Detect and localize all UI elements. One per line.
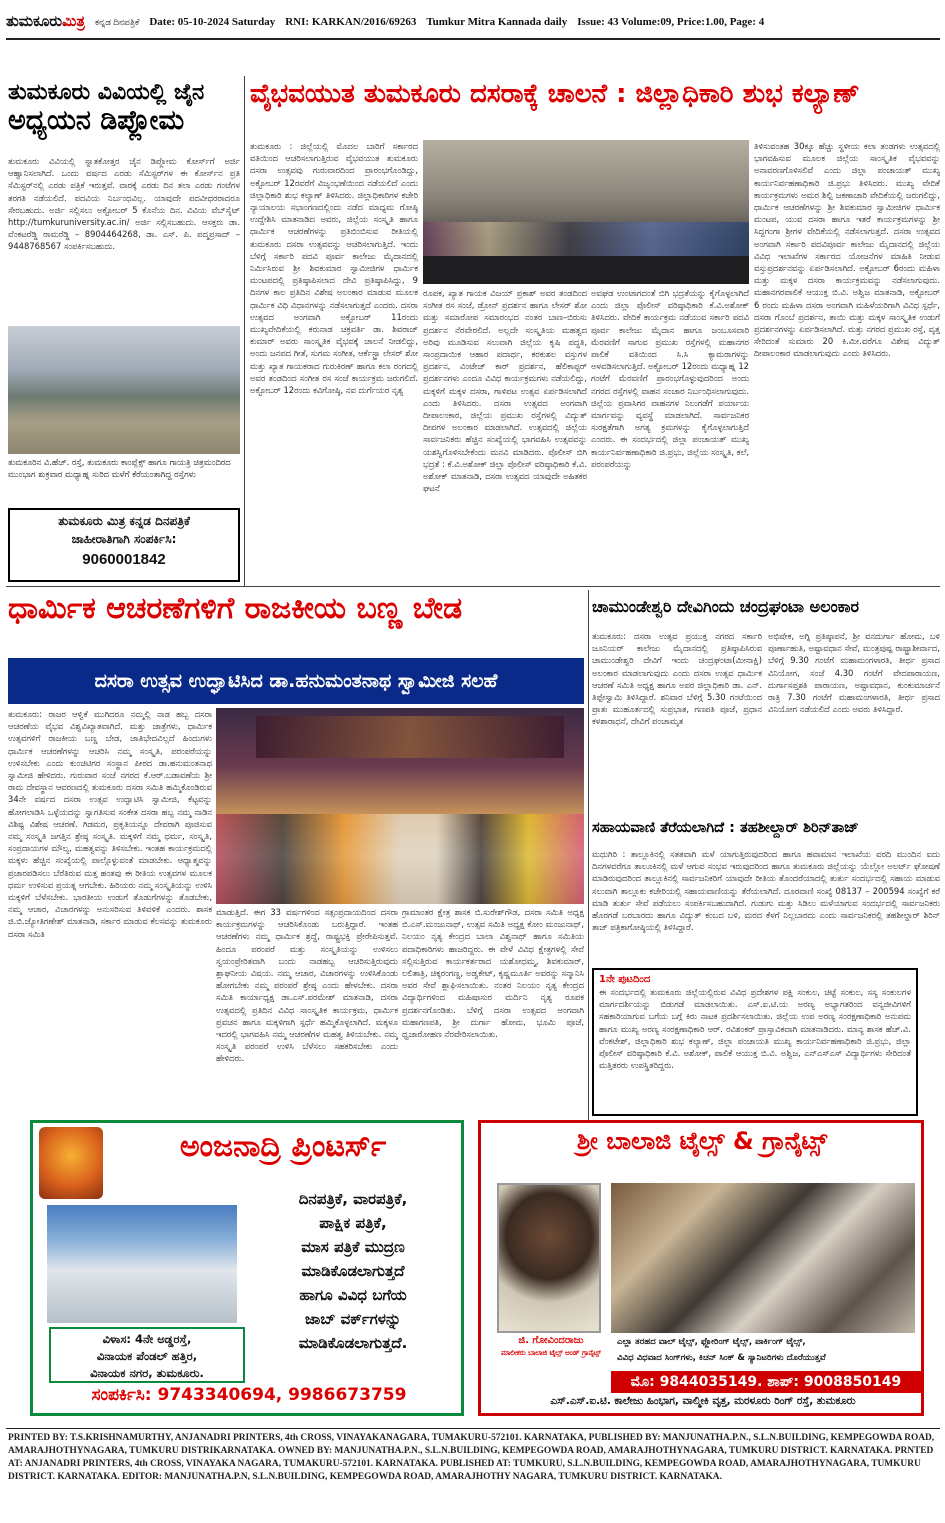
paper-name: Tumkur Mitra Kannada daily bbox=[426, 16, 568, 28]
ad-contact-line2: ಜಾಹೀರಾತಿಗಾಗಿ ಸಂಪರ್ಕಿಸಿ: bbox=[71, 532, 177, 546]
footer-rule bbox=[6, 1428, 940, 1429]
address-line: ವಿನಾಯಕ ಪೆಂಡಲ್ ಹತ್ತಿರ, bbox=[96, 1349, 198, 1363]
masthead bbox=[6, 6, 940, 40]
story3-headline: ಧಾರ್ಮಿಕ ಆಚರಣೆಗಳಿಗೆ ರಾಜಕೀಯ ಬಣ್ಣ ಬೇಡ bbox=[8, 592, 463, 626]
service-line: ದಿನಪತ್ರಿಕೆ, ವಾರಪತ್ರಿಕೆ, bbox=[298, 1190, 408, 1208]
service-line: ಮಾಡಿಕೊಡಲಾಗುತ್ತದೆ bbox=[301, 1262, 405, 1280]
story2-col4: ತಿಳಿಸುವಂತಹ 30ಕ್ಕೂ ಹೆಚ್ಚು ಸ್ಥಳೀಯ ಕಲಾ ತಂಡಗಳು ಉತ್ಸವದಲ್ಲಿ ಭಾಗವಹಿಸುವ ಮೂಲಕ ಜಿಲ್ಲೆಯ ಸಾಂಸ್ಕೃತಿಕ ವೈಭವವನ್ನು ಅನಾವರಣಗೊಳಿಸಲಿವೆ ಎಂದು ಜಿಲ್ಲಾ ಪಂಚಾಯತ್ ಮುಖ್ಯ ಕಾರ್ಯನಿರ್ವಹಣಾಧಿಕಾರಿ ಜಿ.ಪ್ರಭು ತಿಳಿಸಿದರು. ಮುಖ್ಯ ವೇದಿಕೆ ಕಾರ್ಯಕ್ರಮಗಳು ಅಮರ ಶಿಲ್ಪಿ ಜಕಣಾಚಾರಿ ವೇದಿಕೆಯಲ್ಲಿ ಜರುಗಲಿದ್ದು, ಧಾರ್ಮಿಕ ಆಚರಣೆಗಳನ್ನು ಶ್ರೀ ಶಿವಕುಮಾರ ಸ್ವಾಮೀಜಿಗಳ ಧಾರ್ಮಿಕ ಮಂಟಪ, ಯುವ ದಸರಾ ಹಾಗೂ ಇತರೆ ಕಾರ್ಯಕ್ರಮಗಳನ್ನು ಶ್ರೀ ಸಿದ್ದಗಂಗಾ ಶ್ರೀಗಳ ವೇದಿಕೆಯಲ್ಲಿ ನಡೆಸಲಾಗುತ್ತದೆ. ದಸರಾ ಉತ್ಸವದ ಅಂಗವಾಗಿ ಸರ್ಕಾರಿ ಪದವಿಪೂರ್ವ ಕಾಲೇಜು ಮೈದಾನದಲ್ಲಿ ಜಿಲ್ಲೆಯ ವಿವಿಧ ಇಲಾಖೆಗಳ ಸರ್ಕಾರದ ಯೋಜನೆಗಳ ಮಾಹಿತಿ ನೀಡುವ ವಸ್ತುಪ್ರದರ್ಶನವನ್ನು ಏರ್ಪಡಿಸಲಾಗಿದೆ. ಅಕ್ಟೋಬರ್ 6ರಂದು ಮಹಿಳಾ ಮತ್ತು ಮಕ್ಕಳ ದಸರಾ ಕಾರ್ಯಕ್ರಮವನ್ನು ನಡೆಸಲಾಗುವುದು. ಮಹಾನಗರಪಾಲಿಕೆ ಆಯುಕ್ತ ಬಿ.ವಿ. ಅಶ್ವಿಜ ಮಾತನಾಡಿ, ಅಕ್ಟೋಬರ್ 6 ರಂದು ಮಹಿಳಾ ದಸರಾ ಅಂಗವಾಗಿ ಮಹಿಳೆಯರಿಗಾಗಿ ವಿವಿಧ ಸ್ಪರ್ಧೆ, ದಸರಾ ಗೊಂಬೆ ಪ್ರದರ್ಶನ, ತಾಯಿ ಮತ್ತು ಮಕ್ಕಳ ಸಾಂಸ್ಕೃತಿಕ ಉಡುಗೆ ಪ್ರದರ್ಶನಗಳನ್ನು ಏರ್ಪಡಿಸಲಾಗಿದೆ. ಮತ್ತು ನಗರದ ಪ್ರಮುಖ ರಸ್ತೆ, ವೃತ್ತ ಸೇರಿದಂತೆ ಸುಮಾರು 20 ಕಿ.ಮೀ.ವರೆಗೂ ವಿಶೇಷ ವಿದ್ಯುತ್ ದೀಪಾಲಂಕಾರ ಮಾಡಲಾಗುವುದು ಎಂದು ತಿಳಿಸಿದರು. bbox=[754, 141, 940, 359]
story3-col-mid: ಮಾಡುತ್ತಿದೆ. ಈಗ 33 ವರ್ಷಗಳಿಂದ ಸತ್ಸಂಪ್ರದಾಯದಿಂದ ದಸರಾ ಕಾರ್ಯಕ್ರಮಗಳನ್ನು ಆಚರಿಸಿಕೊಂಡು ಬರುತ್ತಿದ್ದಾರೆ. ಇಂತಹ ಆಚರಣೆಗಳು ನಮ್ಮ ಧಾರ್ಮಿಕ ಶ್ರದ್ಧೆ, ರಾಷ್ಟ್ರಭಕ್ತಿ ಪ್ರೇರೇಪಿಸುತ್ತವೆ. ಹಿಂದೂ ಪರಂಪರೆ ಮತ್ತು ಸಂಸ್ಕೃತಿಯನ್ನು ಉಳಿಸಲು ಸ್ವಯಂಪ್ರೇರಿತವಾಗಿ ಬಂದು ನಾಡಹಬ್ಬ ಆಚರಿಸುತ್ತಿರುವುದು ಶ್ಲಾಘನೀಯ ವಿಷಯ. ನಮ್ಮ ಆಚಾರ, ವಿಚಾರಗಳನ್ನು ಉಳಿಸಿಕೊಂಡು ಹೋಗಬೇಕು ನಮ್ಮ ಪರಂಪರೆ ಶ್ರೇಷ್ಠ ಎಂದು ಹೇಳಬೇಕು. ದಸರಾ ಸಮಿತಿ ಕಾರ್ಯಾಧ್ಯಕ್ಷ ಡಾ.ಎಸ್.ಪರಮೇಶ್ ಮಾತನಾಡಿ, ದಸರಾ ಉತ್ಸವದಲ್ಲಿ ಪ್ರತಿದಿನ ವಿವಿಧ ಸಾಂಸ್ಕೃತಿಕ ಕಾರ್ಯಕ್ರಮ, ಧಾರ್ಮಿಕ ಪ್ರವಚನ ಹಾಗೂ ಮಕ್ಕಳಿಗಾಗಿ ಸ್ಪರ್ಧೆ ಹಮ್ಮಿಕೊಳ್ಳಲಾಗಿದೆ. ಮಕ್ಕಳೂ ಇದರಲ್ಲಿ ಭಾಗವಹಿಸಿ ನಮ್ಮ ಆಚರಣೆಗಳ ಮಹತ್ವ ತಿಳಿಯಬೇಕು. ನಮ್ಮ ಸಂಸ್ಕೃತಿ ಪರಂಪರೆ ಉಳಿಸಿ ಬೆಳೆಸಲು ಸಹಕರಿಸಬೇಕು ಎಂದು ಹೇಳಿದರು. bbox=[216, 907, 398, 1064]
ad-printers-title: ಅಂಜನಾದ್ರಿ ಪ್ರಿಂಟರ್ಸ್ bbox=[179, 1129, 387, 1164]
hanuman-image bbox=[39, 1127, 103, 1199]
press-meet-photo bbox=[423, 140, 749, 284]
service-line: ಹಾಗೂ ವಿವಿಧ ಬಗೆಯ bbox=[299, 1286, 407, 1304]
story3-col-left: ತುಮಕೂರು: ರಾಜರ ಆಳ್ವಿಕೆ ಮುಗಿದರೂ ನಮ್ಮಲ್ಲಿ ನಾಡ ಹಬ್ಬ ದಸರಾ ಆಚರಣೆಯ ವೈಭವ ವಿಶ್ವವಿಖ್ಯಾತವಾಗಿದೆ. ಮತ್ತು ಜಾತ್ರೆಗಳು, ಧಾರ್ಮಿಕ ಉತ್ಸವಗಳಿಗೆ ರಾಜಕೀಯ ಬಣ್ಣ ಬೇಡ, ಜಾತಿಭೇದವಿಲ್ಲದೆ ಹಿಂದುಗಳು ಧಾರ್ಮಿಕ ಆಚರಣೆಗಳನ್ನು ಆಚರಿಸಿ ನಮ್ಮ ಸಂಸ್ಕೃತಿ, ಪರಂಪರೆಯನ್ನು ಉಳಿಸಬೇಕು ಎಂದು ಕುಂಚಿಟಿಗರ ಸಂಸ್ಥಾನ ಪೀಠದ ಡಾ.ಹನುಮಂತನಾಥ ಸ್ವಾಮೀಜಿ ಹೇಳಿದರು. ಗುರುವಾರ ಸಂಜೆ ನಗರದ ಕೆ.ಆರ್.ಬಡಾವಣೆಯ ಶ್ರೀ ರಾಮ ದೇವಸ್ಥಾನ ಆವರಣದಲ್ಲಿ ತುಮಕೂರು ದಸರಾ ಸಮಿತಿ ಹಮ್ಮಿಕೊಂಡಿರುವ 34ನೇ ವರ್ಷದ ದಸರಾ ಉತ್ಸವ ಉದ್ಘಾಟಿಸಿ ಸ್ವಾಮೀಜಿ, ಕೆಟ್ಟವನ್ನು ಹೋಗಲಾಡಿಸಿ ಒಳ್ಳೆಯದನ್ನು ಸ್ವಾಗತಿಸುವ ಸಂಕೇತ ದಸರಾ ಹಬ್ಬ ನಮ್ಮ ನಾಡಿನ ವಿಶಿಷ್ಟ ವಿಶೇಷ ಆಚರಣೆ. ಗಿಡಮರ, ಪ್ರಕೃತಿಯನ್ನೂ ದೇವರಾಗಿ ಪೂಜಿಸುವ ನಮ್ಮ ಸಂಸ್ಕೃತಿ ಜಗತ್ತಿನ ಶ್ರೇಷ್ಠ ಸಂಸ್ಕೃತಿ. ಮಕ್ಕಳಿಗೆ ನಮ್ಮ ಧರ್ಮ, ಸಂಸ್ಕೃತಿ, ಸಂಪ್ರದಾಯಗಳ ಮೌಲ್ಯ, ಮಹತ್ವವನ್ನು ತಿಳಿಸಬೇಕು. ಇಂತಹ ಕಾರ್ಯಕ್ರಮದಲ್ಲಿ ಮಕ್ಕಳು ಹೆಚ್ಚಿನ ಸಂಖ್ಯೆಯಲ್ಲಿ ಪಾಲ್ಗೊಳ್ಳುವಂತೆ ಮಾಡಬೇಕು. ಆಧ್ಯಾತ್ಮವನ್ನು ಪ್ರಚಾರಪಡಿಸಲು ಬೆರೆತಿರುವ ಮತ್ತ ಹಂತವು ಈ ರೀತಿಯ ಉತ್ಸವಗಳ ಮೂಲಕ ಧರ್ಮ ಉಳಿಸುವ ಪ್ರಯತ್ನ ಆಗಬೇಕು. ಹಿರಿಯರು ನಮ್ಮ ಸಂಸ್ಕೃತಿಯನ್ನು ಉಳಿಸಿ ಮಕ್ಕಳಿಗೆ ಬೆಳೆಸಬೇಕು. ಭಾರತೀಯ ಉಡುಗೆ ತೊಡುಗೆಗಳನ್ನು ತೊಡಬೇಕು, ನಮ್ಮ ಆಚಾರ, ವಿಚಾರಗಳನ್ನು ಅನುಸರಿಸುವ ತಿಳಿವಳಿಕೆ ಎಂದರು. ಶಾಸಕ ಜಿ.ಬಿ.ಜ್ಯೋತಿಗಣೇಶ್ ಮಾತನಾಡಿ, ಸರ್ಕಾರ ಮಾಡುವ ಕೆಲಸವನ್ನು ತುಮಕೂರು ದಸರಾ ಸಮಿತಿ bbox=[8, 709, 212, 939]
story2-col3: ಅವಘಡ ಉಂಟಾಗದಂತೆ ಬಿಗಿ ಭದ್ರತೆಯನ್ನು ಕೈಗೊಳ್ಳಲಾಗಿದೆ ಎಂದು ಜಿಲ್ಲಾ ಪೊಲೀಸ್ ವರಿಷ್ಠಾಧಿಕಾರಿ ಕೆ.ವಿ.ಅಶೋಕ್ ತಿಳಿಸಿದರು. ವೇದಿಕೆ ಕಾರ್ಯಕ್ರಮ ನಡೆಯುವ ಸರ್ಕಾರಿ ಪದವಿ ಪೂರ್ವ ಕಾಲೇಜು ಮೈದಾನ ಹಾಗೂ ಜಂಬೂಸವಾರಿ ಮೆರವಣಿಗೆ ಸಾಗುವ ಪ್ರಮುಖ ರಸ್ತೆಗಳಲ್ಲಿ ಮಹಾನಗರ ಪಾಲಿಕೆ ವತಿಯಿಂದ ಸಿ.ಸಿ ಕ್ಯಾಮರಾಗಳನ್ನು ಅಳವಡಿಸಲಾಗುತ್ತಿದೆ. ಅಕ್ಟೋಬರ್ 12ರಂದು ಮಧ್ಯಾಹ್ನ 12 ಗಂಟೆಗೆ ಮೆರವಣಿಗೆ ಪ್ರಾರಂಭಗೊಳ್ಳುವುದರಿಂದ ಅಂದು ನಗರದ ರಸ್ತೆಗಳಲ್ಲಿ ವಾಹನ ಸಂಚಾರ ನಿರ್ಬಂಧಿಸಲಾಗುವುದು. ಜಿಲ್ಲೆಯ ಪ್ರವಾಸಿಗರ ವಾಹನಗಳ ನಿಲುಗಡೆಗೆ ಪರ್ಯಾಯ ಮಾರ್ಗವನ್ನು ವ್ಯವಸ್ಥೆ ಮಾಡಲಾಗಿದೆ. ಸಾರ್ವಜನಿಕರ ಸುರಕ್ಷತೆಗಾಗಿ ಅಗತ್ಯ ಕ್ರಮಗಳನ್ನು ಕೈಗೊಳ್ಳಲಾಗುತ್ತಿದೆ ಎಂದರು. ಈ ಸಂದರ್ಭದಲ್ಲಿ ಜಿಲ್ಲಾ ಪಂಚಾಯತ್ ಮುಖ್ಯ ಕಾರ್ಯನಿರ್ವಹಣಾಧಿಕಾರಿ ಜಿ.ಪ್ರಭು, ಜಿಲ್ಲೆಯ ಸಂಸ್ಕೃತಿ, ಕಲೆ, ಪರಂಪರೆಯನ್ನು bbox=[591, 288, 749, 469]
stage-crowd bbox=[216, 814, 584, 904]
story2-col1: ತುಮಕೂರು : ಜಿಲ್ಲೆಯಲ್ಲಿ ಮೊದಲ ಬಾರಿಗೆ ಸರ್ಕಾರದ ವತಿಯಿಂದ ಆಚರಿಸಲಾಗುತ್ತಿರುವ ವೈಭವಯುತ ತುಮಕೂರು ದಸರಾ ಉತ್ಸವವು ಗುರುವಾರದಿಂದ ಪ್ರಾರಂಭಗೊಂಡಿದ್ದು, ಅಕ್ಟೋಬರ್ 12ರವರೆಗೆ ವಿಜೃಂಭಣೆಯಿಂದ ನಡೆಯಲಿದೆ ಎಂದು ಜಿಲ್ಲಾಧಿಕಾರಿ ಶುಭ ಕಲ್ಯಾಣ್ ತಿಳಿಸಿದರು. ಜಿಲ್ಲಾಧಿಕಾರಿಗಳ ಕಚೇರಿ ನ್ಯಾಯಾಲಯ ಸಭಾಂಗಣದಲ್ಲಿಂದು ನಡೆದ ಮಾಧ್ಯಮ ಗೋಷ್ಠಿ ಉದ್ದೇಶಿಸಿ ಮಾತನಾಡಿದ ಅವರು, ಜಿಲ್ಲೆಯ ಸಂಸ್ಕೃತಿ ಹಾಗೂ ಧಾರ್ಮಿಕ ಆಚರಣೆಗಳನ್ನು ಪ್ರತಿಬಿಂಬಿಸುವ ರೀತಿಯಲ್ಲಿ ತುಮಕೂರು ದಸರಾ ಉತ್ಸವವನ್ನು ಆಚರಿಸಲಾಗುತ್ತಿದೆ. ಇಂದು ಬೆಳಿಗ್ಗೆ ಸರ್ಕಾರಿ ಪದವಿ ಪೂರ್ವ ಕಾಲೇಜು ಮೈದಾನದಲ್ಲಿ ನಿರ್ಮಿಸಿರುವ ಶ್ರೀ ಶಿವಕುಮಾರ ಸ್ವಾಮೀಜಿಗಳ ಧಾರ್ಮಿಕ ಮಂಟಪದಲ್ಲಿ ಪ್ರತಿಷ್ಠಾಪಿಸಲಾದ ದೇವಿ ಪ್ರತಿಷ್ಠಾಪಿಸಿದ್ದು, 9 ದಿನಗಳ ಕಾಲ ಪ್ರತಿದಿನ ವಿಶೇಷ ಅಲಂಕಾರ ಮಾಡುವ ಮೂಲಕ ಧಾರ್ಮಿಕ ವಿಧಿ ವಿಧಾನಗಳನ್ನು ನಡೆಸಲಾಗುತ್ತದೆ ಎಂದರು. ದಸರಾ ಉತ್ಸವದ ಅಂಗವಾಗಿ ಅಕ್ಟೋಬರ್ 11ರಂದು ಮುಖ್ಯವೇದಿಕೆಯಲ್ಲಿ ಕರುನಾಡ ಚಕ್ರವರ್ತಿ ಡಾ. ಶಿವರಾಜ್ ಕುಮಾರ್ ಅವರು ಸಾಂಸ್ಕೃತಿಕ ವೈಭವಕ್ಕೆ ಚಾಲನೆ ನೀಡಲಿದ್ದು, ಅಂದು ಜನಪದ ಗೀತೆ, ಸುಗಮ ಸಂಗೀತ, ಆರ್ಕೆಸ್ಟ್ರಾ ಲೇಸರ್ ಶೋ ಮತ್ತು ಖ್ಯಾತ ಗಾಯಕರಾದ ಗುರುಕಿರಣ್ ಹಾಗೂ ಕಲಾ ರಂಗದಲ್ಲಿ ಅವರ ತಂಡದಿಂದ ಸಂಗೀತ ರಸ ಸಂಜೆ ಕಾರ್ಯಕ್ರಮ ಜರುಗಲಿದೆ. ಅಕ್ಟೋಬರ್ 12ರಂದು ಕವಿಗೋಷ್ಠಿ, ನವ ದುರ್ಗೆಯರ ನೃತ್ಯ bbox=[250, 141, 418, 396]
story3-subheadline: ದಸರಾ ಉತ್ಸವ ಉದ್ಘಾಟಿಸಿದ ಡಾ.ಹನುಮಂತನಾಥ ಸ್ವಾಮೀಜಿ ಸಲಹೆ bbox=[8, 658, 584, 704]
story2-col2: ರೂಪಕ, ಖ್ಯಾತ ಗಾಯಕ ವಿಜಯ್ ಪ್ರಕಾಶ್ ಅವರ ತಂಡದಿಂದ ಸಂಗೀತ ರಸ ಸಂಜೆ, ಡ್ರೋನ್ ಪ್ರದರ್ಶನ ಹಾಗೂ ಲೇಸರ್ ಶೋ ಮತ್ತು ಸಮಾರೋಪ ಸಮಾರಂಭದ ನಂತರ ಬಾಣ–ಬಿರುಸು ಪ್ರದರ್ಶನ ನೆರವೇರಲಿದೆ. ಅಲ್ಲದೇ ಸಂಸ್ಕೃತಿಯ ಮಹತ್ವದ ಅರಿವು ಮೂಡಿಸುವ ಸಲುವಾಗಿ ಜಿಲ್ಲೆಯ ಕೃಷಿ ಪದ್ಧತಿ, ಸಾಂಪ್ರದಾಯಿಕ ಆಹಾರ ಪದಾರ್ಥ, ಕರಕುಶಲ ವಸ್ತುಗಳ ಪ್ರದರ್ಶನ, ವಿಂಟೇಜ್ ಕಾರ್ ಪ್ರದರ್ಶನ, ಹೆಲಿಕಾಪ್ಟರ್ ಪ್ರದರ್ಶನಗಳು ಎಂದೂ ವಿವಿಧ ಕಾರ್ಯಕ್ರಮಗಳು ನಡೆಯಲಿದ್ದು, ಮಕ್ಕಳಿಗೆ ಮಕ್ಕಳ ದಸರಾ, ಗಾಳಿಪಟ ಉತ್ಸವ ಏರ್ಪಡಿಸಲಾಗಿದೆ ಎಂದು ತಿಳಿಸಿದರು. ದಸರಾ ಉತ್ಸವದ ಅಂಗವಾಗಿ ದೀಪಾಲಂಕಾರ, ಜಿಲ್ಲೆಯ ಪ್ರಮುಖ ರಸ್ತೆಗಳಲ್ಲಿ ವಿದ್ಯುತ್ ದೀಪಗಳ ಅಲಂಕಾರ ಮಾಡಲಾಗಿದೆ. ಉತ್ಸವದಲ್ಲಿ ಜಿಲ್ಲೆಯ ಸಾರ್ವಜನಿಕರು ಹೆಚ್ಚಿನ ಸಂಖ್ಯೆಯಲ್ಲಿ ಭಾಗವಹಿಸಿ ಉತ್ಸವವನ್ನು ಯಶಸ್ವಿಗೊಳಿಸಬೇಕೆಂದು ಮನವಿ ಮಾಡಿದರು. ಪೊಲೀಸ್ ಬಿಗಿ ಭದ್ರತೆ : ಕೆ.ವಿ.ಅಶೋಕ್ ಜಿಲ್ಲಾ ಪೊಲೀಸ್ ವರಿಷ್ಠಾಧಿಕಾರಿ ಕೆ.ವಿ. ಅಶೋಕ್ ಮಾತನಾಡಿ, ದಸರಾ ಉತ್ಸವದ ಯಾವುದೇ ಅಹಿತಕರ ಘಟನೆ bbox=[423, 288, 587, 494]
story3-col-right: ಗ್ರಾಮಾಂತರ ಕ್ಷೇತ್ರ ಶಾಸಕ ಬಿ.ಸುರೇಶ್‌ಗೌಡ, ದಸರಾ ಸಮಿತಿ ಅಧ್ಯಕ್ಷ ಬಿ.ಎಸ್.ಮಂಜುನಾಥ್, ಉತ್ಸವ ಸಮಿತಿ ಅಧ್ಯಕ್ಷ ಕೋಂ ಮಂಜುನಾಥ್, ನಿಲಯಂ ನೃತ್ಯ ಕೇಂದ್ರದ ಬಾಲಾ ವಿಶ್ವನಾಥ್ ಹಾಗೂ ಸಮಿತಿಯ ಪದಾಧಿಕಾರಿಗಳು ಹಾಜರಿದ್ದರು. ಈ ವೇಳೆ ವಿವಿಧ ಕ್ಷೇತ್ರಗಳಲ್ಲಿ ಸೇವೆ ಸಲ್ಲಿಸುತ್ತಿರುವ ಕಾರ್ಯಕರ್ತರಾದ ಯಶೋಧಮ್ಮ, ಶಿವಕುಮಾರ್, ಲಲಿತಾತ್ರಿ, ಚಿಕ್ಕರಂಗಣ್ಣ, ಅಡ್ವಕೇಟ್, ಕೃಷ್ಣಮೂರ್ತಿ ಅವರನ್ನು ಸನ್ಮಾನಿಸಿ ಅವರ ಸೇವೆ ಶ್ಲಾಘಿಸಲಾಯಿತು. ನಂತರ ನಿಲಯಂ ನೃತ್ಯ ಕೇಂದ್ರದ ವಿದ್ಯಾರ್ಥಿಗಳಿಂದ ಮಹಿಷಾಸುರ ಮರ್ದಿನಿ ನೃತ್ಯ ರೂಪಕ ಪ್ರದರ್ಶನಗೊಂಡಿತು. ಬೆಳಿಗ್ಗೆ ದಸರಾ ಉತ್ಸವದ ಅಂಗವಾಗಿ ಮಹಾಗಣಪತಿ, ಶ್ರೀ ದುರ್ಗಾ ಹೋಮ, ಭೂಮಿ ಪೂಜೆ, ಧ್ವಜಾರೋಹಣ ನೆರವೇರಿಸಲಾಯಿತು. bbox=[402, 907, 584, 1040]
masthead-subtitle: ಕನ್ನಡ ದಿನಪತ್ರಿಕೆ bbox=[94, 16, 140, 27]
tiles-showcase bbox=[611, 1183, 915, 1333]
ad-contact-line1: ತುಮಕೂರು ಮಿತ್ರ ಕನ್ನಡ ದಿನಪತ್ರಿಕೆ bbox=[58, 514, 190, 528]
issue-info: Issue: 43 Volume:09, Price:1.00, Page: 4 bbox=[577, 16, 765, 28]
ad-printers-address bbox=[49, 1327, 245, 1383]
owner-name: ಜಿ. ಗೋವಿಂದರಾಜು bbox=[518, 1335, 584, 1346]
story2-headline: ವೈಭವಯುತ ತುಮಕೂರು ದಸರಾಕ್ಕೆ ಚಾಲನೆ : ಜಿಲ್ಲಾಧಿಕಾರಿ ಶುಭ ಕಲ್ಯಾಣ್ bbox=[250, 80, 860, 109]
story5-headline: ಸಹಾಯವಾಣಿ ತೆರೆಯಲಾಗಿದೆ : ತಹಶೀಲ್ದಾರ್ ಶಿರಿನ್‌ತಾಜ್ bbox=[592, 820, 859, 836]
ad-printers-services bbox=[243, 1187, 463, 1357]
press-meet-people bbox=[423, 222, 749, 256]
story1-headline-line1: ತುಮಕೂರು ವಿವಿಯಲ್ಲಿ ಜೈನ bbox=[8, 80, 205, 105]
flood-photo bbox=[8, 326, 240, 454]
continued-kicker: 1ನೇ ಪುಟದಿಂದ bbox=[599, 974, 651, 985]
ad-printers-contact: ಸಂಪರ್ಕಿಸಿ: 9743340694, 9986673759 bbox=[91, 1385, 407, 1405]
service-line: ಪಾಕ್ಷಿಕ ಪತ್ರಿಕೆ, bbox=[319, 1214, 387, 1232]
address-line: ವಿನಾಯಕ ನಗರ, ತುಮಕೂರು. bbox=[90, 1366, 204, 1380]
column-rule bbox=[244, 76, 245, 586]
story4-headline: ಚಾಮುಂಡೇಶ್ವರಿ ದೇವಿಗಿಂದು ಚಂದ್ರಘಂಟಾ ಅಲಂಕಾರ bbox=[592, 598, 859, 616]
service-line: ಮಾಸ ಪತ್ರಿಕೆ ಮುದ್ರಣ bbox=[301, 1238, 405, 1256]
dasara-stage-photo bbox=[216, 708, 584, 904]
ad-anjanadri-printers bbox=[30, 1120, 464, 1416]
flood-photo-caption: ತುಮಕೂರಿನ ವಿ.ಹೆಚ್. ರಸ್ತೆ, ತುಮಕೂರು ಕಾಂಪ್ಲೆಕ್ಸ್ ಹಾಗೂ ಗಾಯತ್ರಿ ಚಿತ್ರಮಂದಿರದ ಮುಂಭಾಗ ಶುಕ್ರವಾರ ಮಧ್ಯಾಹ್ನ ಸುರಿದ ಮಳೆಗೆ ಕೆರೆಯಂತಾಗಿದ್ದ ರಸ್ತೆಗಳು bbox=[8, 457, 231, 479]
story4-col2: ಅಭಿಷೇಕ, ಅಗ್ನಿ ಪ್ರತಿಷ್ಠಾಪನೆ, ಶ್ರೀ ವನದುರ್ಗಾ ಹೋಮ, ಬಳಿ ಪೂರ್ಣಾಹುತಿ, ಅಷ್ಟಾವಧಾನ ಸೇವೆ, ಮಂತ್ರಪುಷ್ಪ ರಾಷ್ಟ್ರಾಶೀರ್ವಾದ, ಬೆಳಿಗ್ಗೆ 9.30 ಗಂಟೆಗೆ ಮಹಾಮಂಗಳಾರತಿ, ತೀರ್ಥ ಪ್ರಸಾದ ವಿನಿಯೋಗ, ಸಂಜೆ 4.30 ಗಂಟೆಗೆ ವೇದಪಾರಾಯಣ, ದುರ್ಗಾಸಪ್ತಶತಿ ಪಾರಾಯಣ, ಅಷ್ಟಾವಧಾನ, ಕುಂಕುಮಾರ್ಚನೆ ರಾತ್ರಿ 7.30 ಗಂಟೆಗೆ ಮಹಾಮಂಗಳಾರತಿ, ತೀರ್ಥ ಪ್ರಸಾದ ವಿನಿಯೋಗ ನಡೆಯಲಿದೆ ಎಂದು ಅವರು ತಿಳಿಸಿದ್ದಾರೆ. bbox=[768, 631, 940, 715]
story1-body: ತುಮಕೂರು ವಿವಿಯಲ್ಲಿ ಸ್ನಾತಕೋತ್ತರ ಜೈನ ಡಿಪ್ಲೋಮ ಕೋರ್ಸ್‌ಗೆ ಅರ್ಜಿ ಆಹ್ವಾನಿಸಲಾಗಿದೆ. ಒಂದು ವರ್ಷದ ಎರಡು ಸೆಮಿಸ್ಟರ್‌ಗಳ ಈ ಕೋರ್ಸ್‌ನ ಪ್ರತಿ ಸೆಮಿಸ್ಟರ್‌ನಲ್ಲಿ ಎರಡು ಪತ್ರಿಕೆ ಇರುತ್ತವೆ. ವಾರಕ್ಕೆ ಎರಡು ದಿನ ತಲಾ ಎರಡು ಗಂಟೆಗಳ ತರಗತಿ ನಡೆಯಲಿದೆ. ಪದವಿಯ ನಿರ್ಬಂಧವಿಲ್ಲ. ಯಾವುದೇ ಪದವೀಧರರಾದರೂ ಸೇರಬಹುದು. ಅರ್ಜಿ ಸಲ್ಲಿಸಲು ಅಕ್ಟೋಬರ್ 5 ಕೊನೆಯ ದಿನ. ವಿವಿಯ ವೆಬ್‌ಸೈಟ್ http://tumkuruniversity.ac.in/ ಅರ್ಜಿ ಸಲ್ಲಿಸಬಹುದು. ಆಸಕ್ತರು ಡಾ. ವೆಂಕಟರೆಡ್ಡಿ ರಾಮರೆಡ್ಡಿ – 8904464268, ಡಾ. ಎಸ್. ಪಿ. ಪದ್ಮಪ್ರಸಾದ್ – 9448768567 ಸಂಪರ್ಕಿಸಬಹುದು. bbox=[8, 156, 240, 252]
shop-photo bbox=[47, 1205, 237, 1323]
service-line: ಜಾಬ್ ವರ್ಕ್‌ಗಳನ್ನು bbox=[304, 1310, 402, 1328]
story1-headline-line2: ಅಧ್ಯಯನ ಡಿಪ್ಲೋಮ bbox=[8, 105, 185, 137]
ad-tiles-phones: ಮೊ: 9844035149. ಶಾಪ್: 9008850149 bbox=[611, 1371, 921, 1393]
owner-subtitle: ಮಾಲೀಕರು ಬಾಲಾಜಿ ಟೈಲ್ಸ್ ಅಂಡ್ ಗ್ರಾನೈಟ್ಸ್ bbox=[501, 1349, 601, 1357]
section-rule bbox=[6, 586, 940, 587]
story1-headline bbox=[8, 80, 240, 152]
continued-story bbox=[592, 968, 918, 1116]
owner-photo bbox=[497, 1183, 601, 1333]
ad-contact-box bbox=[8, 508, 240, 582]
stage-banner bbox=[256, 716, 564, 758]
story4-col1: ತುಮಕೂರು: ದಸರಾ ಉತ್ಸವ ಪ್ರಯುಕ್ತ ನಗರದ ಸರ್ಕಾರಿ ಜೂನಿಯರ್ ಕಾಲೇಜು ಮೈದಾನದಲ್ಲಿ ಪ್ರತಿಷ್ಠಾಪಿಸಿರುವ ಚಾಮುಂಡೇಶ್ವರಿ ದೇವಿಗೆ ಇಂದು ಚಂದ್ರಘಂಟಾ(ಮೀನಾಕ್ಷಿ) ಅಲಂಕಾರ ಮಾಡಲಾಗುವುದು ಎಂದು ದಸರಾ ಉತ್ಸವ ಧಾರ್ಮಿಕ ಆಚರಣೆ ಸಮಿತಿ ಅಧ್ಯಕ್ಷ ಹಾಗೂ ಅಪರ ಜಿಲ್ಲಾಧಿಕಾರಿ ಡಾ. ಎನ್. ತಿಪ್ಪೇಸ್ವಾಮಿ ತಿಳಿಸಿದ್ದಾರೆ. ಶನಿವಾರ ಬೆಳಿಗ್ಗೆ 5.30 ಗಂಟೆಯಿಂದ ಪ್ರಾತಃ ಮುಹೂರ್ತದಲ್ಲಿ ಸುಪ್ರಭಾತ, ಗಣಪತಿ ಪೂಜೆ, ಪ್ರಧಾನ ಕಳಶಾರಾಧನೆ, ದೇವಿಗೆ ಪಂಚಾಮೃತ bbox=[592, 631, 762, 727]
service-line: ಮಾಡಿಕೊಡಲಾಗುತ್ತದೆ. bbox=[298, 1334, 408, 1352]
address-line: ವಿಳಾಸ: 4ನೇ ಅಡ್ಡರಸ್ತೆ, bbox=[102, 1332, 192, 1346]
column-rule-2 bbox=[588, 590, 589, 1136]
ad-tiles-title: ಶ್ರೀ ಬಾಲಾಜಿ ಟೈಲ್ಸ್ & ಗ್ರಾನೈಟ್ಸ್ bbox=[576, 1127, 828, 1155]
ad-balaji-tiles bbox=[478, 1120, 924, 1416]
masthead-logo: ತುಮಕೂರುಮಿತ್ರ bbox=[6, 14, 85, 30]
ad-contact-phone: 9060001842 bbox=[82, 551, 166, 568]
imprint-line: PRINTED BY: T.S.KRISHNAMURTHY, ANJANADRI PRINTERS, 4th CROSS, VINAYAKANAGARA, TUMAKURU-572101. KARNATAKA, PUBLISHED BY: MANJUNATHA.P.N., S.L.N.BUILDING, KEMPEGOWDA ROAD, AMARAJHOTHYNAGARA, TUMKURU DISTRIKARNATAKA. OWNED BY: MANJUNATHA.P.N., S.L.N.BUILDING, KEMPEGOWDA ROAD, AMARAJHOTHYNAGARA, TUMKURU DISTRICT. KARNATAKA. PRNTED AT: ANJANADRI PRINTERS, 4th CROSS, VINAYAKA NAGARA, TUMAKURU-572101. KARNATAKA. PUBLISHED AT: TUMKURU, S.L.N.BUILDING, KEMPEGOWDA ROAD, AMARAJHOTHYNAGARA, TUMKURU DISTRICT. KARNATAKA. EDITOR: MANJUNATHA.P.N, S.L.N.BUILDING, KEMPEGOWDA ROAD, AMARAJHOTHY NAGARA, TUMKURU DISTRICT. KARNATAKA. bbox=[8, 1433, 935, 1482]
ad-tiles-address: ಎಸ್.ಎಸ್.ಐ.ಟಿ. ಕಾಲೇಜು ಹಿಂಭಾಗ, ವಾಲ್ಮೀಕಿ ವೃತ್ತ, ಮರಳೂರು ರಿಂಗ್ ರಸ್ತೆ, ತುಮಕೂರು bbox=[550, 1395, 856, 1407]
story5-body: ಮಧುಗಿರಿ : ತಾಲ್ಲೂಕಿನಲ್ಲಿ ಸತತವಾಗಿ ಮಳೆ ಯಾಗುತ್ತಿರುವುದರಿಂದ ಹಾಗೂ ಹವಾಮಾನ ಇಲಾಖೆಯ ವರದಿ ಮುಂದಿನ ಐದು ದಿನಗಳವರೆಗೂ ತಾಲೂಕಿನಲ್ಲಿ ಮಳೆ ಆಗುವ ಸಂಭವ ಇರುವುದರಿಂದ ಹಾಗೂ ತುಮಕೂರು ಜಿಲ್ಲೆಯನ್ನು ಯೆಲ್ಲೋ ಅಲರ್ಟ್ ಘೋಷಣೆ ಮಾಡಿರುವುದರಿಂದ ತಾಲ್ಲೂಕಿನಲ್ಲಿ ಸಾರ್ವಜನಿಕರಿಗೆ ಯಾವುದೇ ರೀತಿಯ ತೊಂದರೆಯಾದಲ್ಲಿ ತುರ್ತು ಸಂದರ್ಭದಲ್ಲಿ ಸಹಾಯ ಮಾಡುವ ಸಲುವಾಗಿ ತಾಲ್ಲೂಕು ಕಚೇರಿಯಲ್ಲಿ ಸಹಾಯವಾಣಿಯನ್ನು ತೆರೆಯಲಾಗಿದೆ. ದೂರವಾಣಿ ಸಂಖ್ಯೆ 08137 – 200594 ಸಂಖ್ಯೆಗೆ ಕರೆ ಮಾಡಿ ತುರ್ತು ಸೇವೆ ಪಡೆಯಲು ಸಂಪರ್ಕಿಸಬಹುದಾಗಿದೆ. ಗುಡುಗು ಮತ್ತು ಸಿಡಿಲು ಮಳೆಯಾಗುವ ಸಂದರ್ಭದಲ್ಲಿ ಸಾರ್ವಜನಿಕರು ಹೊರಗಡೆ ಬರಬಾರದು ಹಾಗೂ ವಿದ್ಯುತ್ ಕಂಬದ ಬಳಿ, ಮರದ ಕೆಳಗೆ ನಿಲ್ಲಬಾರದು ಎಂದು ಸಾರ್ವಜನಿಕರಲ್ಲಿ ತಹಶೀಲ್ದಾರ್ ಶಿರಿನ್ ತಾಜ್ ಪತ್ರಿಕಾಗೋಷ್ಠಿಯಲ್ಲಿ ತಿಳಿಸಿದ್ದಾರೆ. bbox=[592, 849, 940, 933]
ad-tiles-line1: ಎಲ್ಲಾ ತರಹದ ವಾಲ್ ಟೈಲ್ಸ್, ಫ್ಲೋರಿಂಗ್ ಟೈಲ್ಸ್, ಪಾರ್ಕಿಂಗ್ ಟೈಲ್ಸ್, bbox=[617, 1337, 806, 1347]
ad-tiles-line2: ವಿವಿಧ ವಿಧವಾದ ಸಿಂಗ್‌ಗಳು, ಕಿಚನ್ ಸಿಂಕ್ & ಸ್ಯಾನಿಟರಿಗಳು ದೊರೆಯುತ್ತವೆ bbox=[617, 1353, 826, 1363]
rni-number: RNI: KARKAN/2016/69263 bbox=[285, 16, 417, 28]
press-meet-table bbox=[423, 256, 749, 284]
continued-body: ಈ ಸಂದರ್ಭದಲ್ಲಿ ತುಮಕೂರು ಜಿಲ್ಲೆಯಲ್ಲಿರುವ ವಿವಿಧ ಪ್ರದೇಶಗಳ ಪಕ್ಷಿ ಸಂಕುಲ, ಚಿಟ್ಟೆ ಸಂಕುಲ, ಸಸ್ಯ ಸಂಕುಲಗಳ ಮಾರ್ಗದರ್ಶಿಯನ್ನು ಬಿಡುಗಡೆ ಮಾಡಲಾಯಿತು. ಎಸ್.ಐ.ಟಿ.ಯ ಅರಣ್ಯ ಅಭ್ಯಾಗತರಿಂದ ವನ್ಯಜೀವಿಗಳಿಗೆ ಸಹಕಾರಿಯಾಗುವ ಬಗೆಯ ಬಗ್ಗೆ ಕಿರು ನಾಟಕ ಪ್ರದರ್ಶಿಸಲಾಯಿತು. ಜಿಲ್ಲೆಯ ಉಪ ಅರಣ್ಯ ಸಂರಕ್ಷಣಾಧಿಕಾರಿ ಅನುಪಮ ಹಾಗೂ ಮುಖ್ಯ ಅರಣ್ಯ ಸಂರಕ್ಷಣಾಧಿಕಾರಿ ಆರ್. ರವಿಶಂಕರ್ ಪ್ರಾಸ್ತಾವಿಕವಾಗಿ ಮಾತನಾಡಿದರು. ಮಾನ್ಯ ಶಾಸಕ ಹೆಚ್.ವಿ. ವೆಂಕಟೇಶ್, ಜಿಲ್ಲಾಧಿಕಾರಿ ಶುಭ ಕಲ್ಯಾಣ್, ಜಿಲ್ಲಾ ಪಂಚಾಯತಿ ಮುಖ್ಯ ಕಾರ್ಯನಿರ್ವಹಣಾಧಿಕಾರಿ ಜಿ.ಪ್ರಭು, ಜಿಲ್ಲಾ ಪೊಲೀಸ್ ವರಿಷ್ಠಾಧಿಕಾರಿ ಕೆ.ವಿ. ಅಶೋಕ್, ಪಾಲಿಕೆ ಆಯುಕ್ತ ಬಿ.ವಿ. ಅಶ್ವಿಜ, ಎನ್‌ಎಸ್‌ಎಸ್ ವಿದ್ಯಾರ್ಥಿಗಳು ಸೇರಿದಂತೆ ಮತ್ತಿತರರು ಉಪಸ್ಥಿತರಿದ್ದರು. bbox=[599, 987, 911, 1071]
issue-date: Date: 05-10-2024 Saturday bbox=[149, 16, 276, 28]
